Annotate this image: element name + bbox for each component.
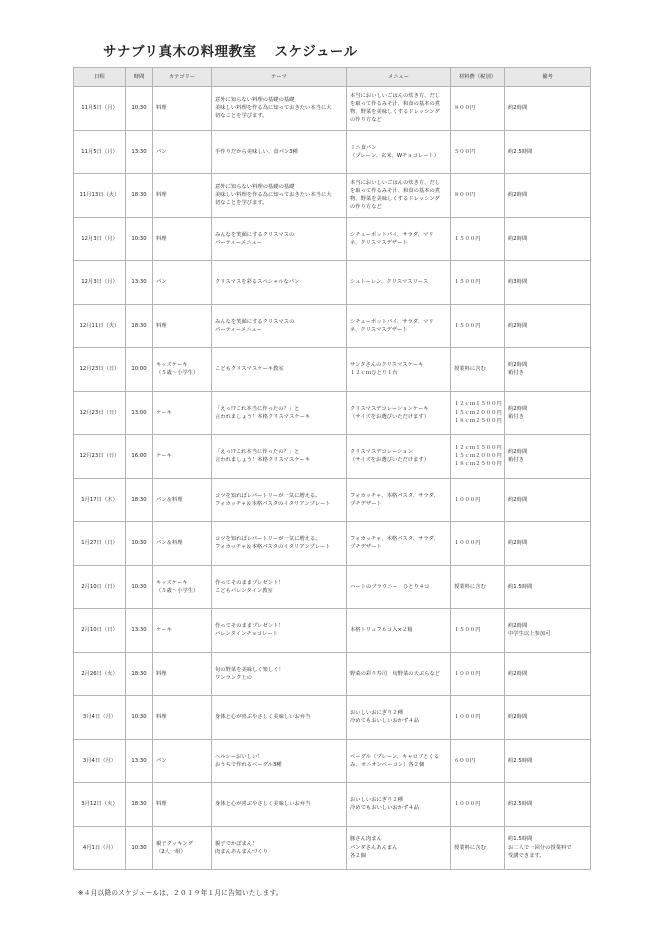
- fee-line: ８００円: [454, 192, 476, 199]
- theme-line: バレンタインチョコレート: [215, 631, 278, 638]
- theme-cell: [212, 261, 347, 305]
- header-category: カテゴリー: [153, 68, 212, 87]
- table-row: [74, 696, 591, 740]
- menu-line: の作り方など: [350, 117, 382, 124]
- menu-cell: [347, 522, 451, 566]
- note-line: 約1.5時間: [508, 583, 533, 590]
- theme-cell: [212, 652, 347, 696]
- note-cell: [505, 217, 591, 261]
- time-cell: 13:30: [126, 261, 153, 305]
- note-line: 受講できます。: [508, 852, 545, 859]
- time-cell: 10:30: [126, 217, 153, 261]
- fee-cell: [451, 261, 505, 305]
- time-cell: 16:00: [126, 435, 153, 479]
- note-cell: [505, 652, 591, 696]
- time-cell: 18:30: [126, 304, 153, 348]
- menu-cell: [347, 783, 451, 827]
- header-menu: メニュー: [347, 68, 451, 87]
- fee-line: １５００円: [454, 279, 481, 286]
- menu-line: 物、野菜を美味しくするドレッシング: [350, 196, 440, 203]
- table-row: [74, 478, 591, 522]
- fee-line: １５００円: [454, 322, 481, 329]
- table-row: [74, 522, 591, 566]
- category-line: 料理: [156, 670, 167, 677]
- theme-cell: [212, 478, 347, 522]
- note-line: 箱付き: [508, 457, 524, 464]
- theme-line: ワンランク上の: [215, 674, 252, 681]
- fee-line: １５ｃｍ２０００円: [454, 453, 502, 460]
- category-line: パン＆料理: [156, 540, 183, 547]
- menu-line: 冷めてもおいしいおかず４品: [350, 805, 419, 812]
- table-row: [74, 174, 591, 218]
- header-theme: テーマ: [212, 68, 347, 87]
- date-cell: 12月3日（月）: [74, 217, 126, 261]
- date-cell: 12月23日（日）: [74, 348, 126, 392]
- menu-cell: [347, 565, 451, 609]
- time-cell: 13:00: [126, 391, 153, 435]
- theme-line: 身体と心が喜ぶやさしく美味しいお弁当: [215, 801, 311, 808]
- category-line: （2人一組）: [156, 848, 186, 855]
- title-name: サナブリ真木の料理教室: [103, 44, 257, 60]
- time-cell: 13:30: [126, 609, 153, 653]
- fee-cell: [451, 565, 505, 609]
- theme-line: 作ってそのままプレゼント！: [215, 623, 284, 630]
- category-cell: [153, 826, 212, 870]
- note-line: 約2時間: [508, 623, 528, 630]
- menu-line: シチューポットパイ、サラダ、マリ: [350, 318, 434, 325]
- note-cell: [505, 783, 591, 827]
- menu-line: プチデザート: [350, 500, 382, 507]
- fee-cell: [451, 652, 505, 696]
- header-fee: 材料費（税別）: [451, 68, 505, 87]
- menu-line: ネ、クリスマスデザート: [350, 239, 408, 246]
- theme-line: コツを知ればレパートリーが一気に増える。: [215, 536, 321, 543]
- menu-cell: [347, 391, 451, 435]
- category-cell: [153, 609, 212, 653]
- date-cell: 12月23日（日）: [74, 435, 126, 479]
- menu-cell: [347, 87, 451, 131]
- note-line: 約1.5時間: [508, 836, 533, 843]
- note-line: 約2時間: [508, 235, 528, 242]
- time-cell: 10:30: [126, 87, 153, 131]
- fee-cell: [451, 130, 505, 174]
- time-cell: 18:30: [126, 783, 153, 827]
- date-cell: 3月4日（月）: [74, 696, 126, 740]
- menu-cell: [347, 217, 451, 261]
- menu-line: （プレーン、玄米、Wチョコレート）: [350, 152, 440, 159]
- menu-line: （サイズをお選びいただけます）: [350, 413, 430, 420]
- menu-line: 野菜の彩り寿司 旬野菜の天ぷらなど: [350, 670, 441, 677]
- time-cell: 10:30: [126, 565, 153, 609]
- fee-cell: [451, 87, 505, 131]
- category-cell: [153, 261, 212, 305]
- fee-cell: [451, 174, 505, 218]
- note-line: 約2時間: [508, 192, 528, 199]
- theme-cell: [212, 174, 347, 218]
- category-line: キッズケーキ: [156, 362, 188, 369]
- menu-line: １２ｃｍひとり１台: [350, 370, 398, 377]
- menu-cell: [347, 435, 451, 479]
- theme-cell: [212, 565, 347, 609]
- title-suffix: スケジュール: [274, 44, 358, 60]
- date-cell: 12月3日（月）: [74, 261, 126, 305]
- fee-cell: [451, 348, 505, 392]
- menu-line: を取って作るみそ汁、和食の基本の煮: [350, 188, 441, 195]
- fee-cell: [451, 826, 505, 870]
- theme-line: 「えっ!?これ本当に作ったの？」と: [215, 449, 300, 456]
- header-date: 日程: [74, 68, 126, 87]
- fee-line: １２ｃｍ１５００円: [454, 444, 502, 451]
- fee-line: １０００円: [454, 540, 481, 547]
- note-cell: [505, 174, 591, 218]
- theme-line: フォカッチャ＆本格パスタのイタリアンプレート: [215, 500, 331, 507]
- menu-line: シチューポットパイ、サラダ、マリ: [350, 231, 434, 238]
- note-cell: [505, 304, 591, 348]
- fee-cell: [451, 304, 505, 348]
- header-note: 備考: [505, 68, 591, 87]
- menu-line: （サイズをお選びいただけます）: [350, 457, 430, 464]
- menu-line: クリスマスデコレーション: [350, 449, 413, 456]
- time-cell: 13:30: [126, 739, 153, 783]
- menu-line: を取って作るみそ汁、和食の基本の煮: [350, 101, 441, 108]
- date-cell: 2月10日（日）: [74, 565, 126, 609]
- menu-cell: [347, 826, 451, 870]
- category-line: （５歳～小学生）: [156, 370, 199, 377]
- theme-line: パーティーメニュー: [215, 239, 262, 246]
- theme-line: 切なことを学びます。: [215, 200, 268, 207]
- table-row: [74, 130, 591, 174]
- theme-cell: [212, 522, 347, 566]
- theme-line: 旬の野菜を美味しく楽しく！: [215, 666, 284, 673]
- fee-line: １０００円: [454, 714, 481, 721]
- theme-cell: [212, 435, 347, 479]
- fee-cell: [451, 783, 505, 827]
- fee-line: ６００円: [454, 757, 476, 764]
- menu-line: フォカッチャ、本格パスタ、サラダ、: [350, 492, 439, 499]
- category-cell: [153, 435, 212, 479]
- fee-line: １５００円: [454, 235, 481, 242]
- note-line: 約2時間: [508, 105, 528, 112]
- footnote: ※４月以降のスケジュールは、２０１９年１月に告知いたします。: [78, 889, 283, 897]
- note-cell: [505, 348, 591, 392]
- note-cell: [505, 478, 591, 522]
- note-line: 約2時間: [508, 449, 528, 456]
- menu-line: の作り方など: [350, 204, 382, 211]
- category-cell: [153, 217, 212, 261]
- menu-cell: [347, 130, 451, 174]
- note-line: 約2時間: [508, 540, 528, 547]
- time-cell: 18:30: [126, 478, 153, 522]
- note-line: 箱付き: [508, 370, 524, 377]
- time-cell: 13:30: [126, 130, 153, 174]
- table-row: [74, 217, 591, 261]
- menu-line: ハートのブラウニー ひとり４コ: [350, 583, 430, 590]
- page-title: [103, 40, 358, 60]
- category-line: ケーキ: [156, 627, 172, 634]
- date-cell: 4月1日（月）: [74, 826, 126, 870]
- category-cell: [153, 87, 212, 131]
- fee-line: １２ｃｍ１５００円: [454, 401, 502, 408]
- theme-cell: [212, 739, 347, 783]
- theme-line: クリスマスを彩るスペシャルなパン: [215, 279, 300, 286]
- note-line: 箱付き: [508, 413, 524, 420]
- fee-line: 授業料に含む: [454, 844, 486, 851]
- date-cell: 2月26日（火）: [74, 652, 126, 696]
- date-cell: 12月23日（日）: [74, 391, 126, 435]
- menu-line: サンタさんのクリスマスケーキ: [350, 362, 424, 369]
- menu-line: 各２個: [350, 852, 366, 859]
- date-cell: 11月13日（火）: [74, 174, 126, 218]
- theme-cell: [212, 130, 347, 174]
- table-row: [74, 435, 591, 479]
- table-row: [74, 348, 591, 392]
- theme-cell: [212, 783, 347, 827]
- theme-line: みんなを笑顔にするクリスマスの: [215, 231, 295, 238]
- date-cell: 12月11日（火）: [74, 304, 126, 348]
- theme-line: 肉まんあんまんづくり: [215, 848, 268, 855]
- fee-line: １８ｃｍ２５００円: [454, 461, 502, 468]
- theme-line: 親子でかぽまん！: [215, 840, 258, 847]
- table-row: [74, 739, 591, 783]
- menu-cell: [347, 304, 451, 348]
- category-line: 料理: [156, 801, 167, 808]
- time-cell: 10:30: [126, 826, 153, 870]
- menu-line: 豚さん肉まん: [350, 836, 382, 843]
- note-line: 約2時間: [508, 496, 528, 503]
- menu-line: ネ、クリスマスデザート: [350, 326, 408, 333]
- table-row: [74, 391, 591, 435]
- menu-line: クリスマスデコレーションケーキ: [350, 405, 429, 412]
- category-line: 料理: [156, 322, 167, 329]
- theme-cell: [212, 609, 347, 653]
- note-line: 約2.5時間: [508, 801, 533, 808]
- menu-line: 物、野菜を美味しくするドレッシング: [350, 109, 440, 116]
- category-cell: [153, 174, 212, 218]
- theme-line: フォカッチャ＆本格パスタのイタリアンプレート: [215, 544, 331, 551]
- fee-cell: [451, 522, 505, 566]
- note-line: 約2時間: [508, 362, 528, 369]
- category-cell: [153, 565, 212, 609]
- category-line: ケーキ: [156, 453, 172, 460]
- table-row: [74, 826, 591, 870]
- category-cell: [153, 783, 212, 827]
- note-cell: [505, 261, 591, 305]
- category-line: 料理: [156, 105, 167, 112]
- note-cell: [505, 609, 591, 653]
- theme-cell: [212, 304, 347, 348]
- fee-line: １０００円: [454, 496, 481, 503]
- theme-line: みんなを笑顔にするクリスマスの: [215, 318, 295, 325]
- theme-cell: [212, 696, 347, 740]
- fee-cell: [451, 739, 505, 783]
- theme-line: 切なことを学びます。: [215, 113, 268, 120]
- note-cell: [505, 739, 591, 783]
- fee-line: ５００円: [454, 148, 476, 155]
- category-cell: [153, 739, 212, 783]
- theme-line: 言われましょう！本格クリスマスケーキ: [215, 457, 311, 464]
- menu-cell: [347, 609, 451, 653]
- theme-line: ヘルシーおいしい！: [215, 753, 263, 760]
- category-line: 親子クッキング: [156, 840, 193, 847]
- date-cell: 11月5日（月）: [74, 130, 126, 174]
- fee-line: １０００円: [454, 801, 481, 808]
- note-line: 約2時間: [508, 322, 528, 329]
- date-cell: 3月12日（火）: [74, 783, 126, 827]
- table-row: [74, 609, 591, 653]
- theme-line: 意外に知らない料理の基礎の基礎: [215, 183, 295, 190]
- fee-cell: [451, 478, 505, 522]
- theme-cell: [212, 348, 347, 392]
- category-line: 料理: [156, 235, 167, 242]
- theme-line: 「えっ!?これ本当に作ったの？」と: [215, 405, 300, 412]
- menu-line: ミニ食パン: [350, 144, 377, 151]
- theme-line: 言われましょう！本格クリスマスケーキ: [215, 413, 311, 420]
- date-cell: 3月4日（月）: [74, 739, 126, 783]
- menu-cell: [347, 478, 451, 522]
- category-cell: [153, 391, 212, 435]
- time-cell: 10:30: [126, 696, 153, 740]
- table-row: [74, 652, 591, 696]
- note-line: 約3時間: [508, 279, 528, 286]
- category-line: パン＆料理: [156, 496, 183, 503]
- note-cell: [505, 826, 591, 870]
- menu-line: 本当においしいごはんの炊き方、だし: [350, 92, 441, 99]
- header-time: 時間: [126, 68, 153, 87]
- theme-line: 手作りだから美味しい、食パン3種: [215, 148, 298, 155]
- theme-line: コツを知ればレパートリーが一気に増える。: [215, 492, 321, 499]
- date-cell: 2月10日（日）: [74, 609, 126, 653]
- menu-cell: [347, 652, 451, 696]
- category-cell: [153, 696, 212, 740]
- theme-cell: [212, 217, 347, 261]
- theme-cell: [212, 391, 347, 435]
- theme-line: 作ってそのままプレゼント！: [215, 579, 284, 586]
- time-cell: 10:00: [126, 348, 153, 392]
- theme-line: 身体と心が喜ぶやさしく美味しいお弁当: [215, 714, 311, 721]
- fee-cell: [451, 217, 505, 261]
- note-line: 約2時間: [508, 405, 528, 412]
- fee-line: １８ｃｍ２５００円: [454, 417, 502, 424]
- menu-line: パンダさんあんまん: [350, 844, 398, 851]
- table-row: [74, 783, 591, 827]
- category-line: パン: [156, 279, 167, 286]
- menu-line: ベーグル（プレーン、キャロブとくる: [350, 753, 440, 760]
- time-cell: 18:30: [126, 652, 153, 696]
- menu-cell: [347, 696, 451, 740]
- menu-line: み、オニオンベーコン）各２個: [350, 761, 425, 768]
- menu-line: 冷めてもおいしいおかず４品: [350, 718, 419, 725]
- menu-line: 本当においしいごはんの炊き方、だし: [350, 179, 441, 186]
- theme-line: 美味しい料理を作る為に知っておきたい本当に大: [215, 192, 332, 199]
- time-cell: 10:30: [126, 522, 153, 566]
- theme-line: 意外に知らない料理の基礎の基礎: [215, 96, 295, 103]
- time-cell: 18:30: [126, 174, 153, 218]
- note-line: 約2時間: [508, 714, 528, 721]
- category-cell: [153, 130, 212, 174]
- schedule-table: [73, 67, 591, 870]
- category-cell: [153, 652, 212, 696]
- category-line: キッズケーキ: [156, 579, 188, 586]
- menu-line: プチデザート: [350, 544, 382, 551]
- category-cell: [153, 348, 212, 392]
- note-cell: [505, 522, 591, 566]
- date-cell: 11月5日（月）: [74, 87, 126, 131]
- note-line: 約2時間: [508, 670, 528, 677]
- fee-line: １５ｃｍ２０００円: [454, 409, 502, 416]
- theme-cell: [212, 826, 347, 870]
- category-cell: [153, 304, 212, 348]
- note-line: 中学生以上参加可: [508, 631, 551, 638]
- note-cell: [505, 87, 591, 131]
- table-row: [74, 565, 591, 609]
- theme-line: こどもバレンタイン教室: [215, 587, 273, 594]
- note-line: 約2.5時間: [508, 148, 533, 155]
- category-cell: [153, 522, 212, 566]
- note-cell: [505, 130, 591, 174]
- date-cell: 1月27日（日）: [74, 522, 126, 566]
- category-line: 料理: [156, 714, 167, 721]
- menu-line: シュトーレン、クリスマスリース: [350, 279, 429, 286]
- theme-line: こどもクリスマスケーキ教室: [215, 366, 284, 373]
- menu-cell: [347, 348, 451, 392]
- fee-line: 授業料に含む: [454, 583, 486, 590]
- fee-cell: [451, 435, 505, 479]
- table-row: [74, 87, 591, 131]
- fee-cell: [451, 696, 505, 740]
- fee-line: １５００円: [454, 627, 481, 634]
- category-line: パン: [156, 757, 167, 764]
- theme-line: おうちで作れるベーグル3種: [215, 761, 282, 768]
- category-line: 料理: [156, 192, 167, 199]
- fee-cell: [451, 391, 505, 435]
- theme-cell: [212, 87, 347, 131]
- fee-line: １０００円: [454, 670, 481, 677]
- theme-line: パーティーメニュー: [215, 326, 262, 333]
- note-cell: [505, 435, 591, 479]
- table-row: [74, 261, 591, 305]
- menu-line: 本格トリュフ６コ入×２箱: [350, 627, 413, 634]
- menu-cell: [347, 174, 451, 218]
- table-row: [74, 304, 591, 348]
- menu-line: おいしいおにぎり２種: [350, 797, 403, 804]
- menu-line: フォカッチャ、本格パスタ、サラダ、: [350, 536, 439, 543]
- category-line: パン: [156, 148, 167, 155]
- note-cell: [505, 696, 591, 740]
- menu-cell: [347, 261, 451, 305]
- category-line: （５歳～小学生）: [156, 587, 199, 594]
- category-cell: [153, 478, 212, 522]
- category-line: ケーキ: [156, 409, 172, 416]
- header-row: [74, 68, 591, 87]
- note-line: 約2.5時間: [508, 757, 533, 764]
- fee-cell: [451, 609, 505, 653]
- menu-cell: [347, 739, 451, 783]
- date-cell: 1月17日（木）: [74, 478, 126, 522]
- note-cell: [505, 565, 591, 609]
- schedule-body: [74, 87, 591, 870]
- theme-line: 美味しい料理を作る為に知っておきたい本当に大: [215, 105, 332, 112]
- fee-line: ８００円: [454, 105, 476, 112]
- note-line: お二人で一回分の授業料で: [508, 844, 572, 851]
- fee-line: 授業料に含む: [454, 366, 486, 373]
- note-cell: [505, 391, 591, 435]
- menu-line: おいしいおにぎり２種: [350, 710, 403, 717]
